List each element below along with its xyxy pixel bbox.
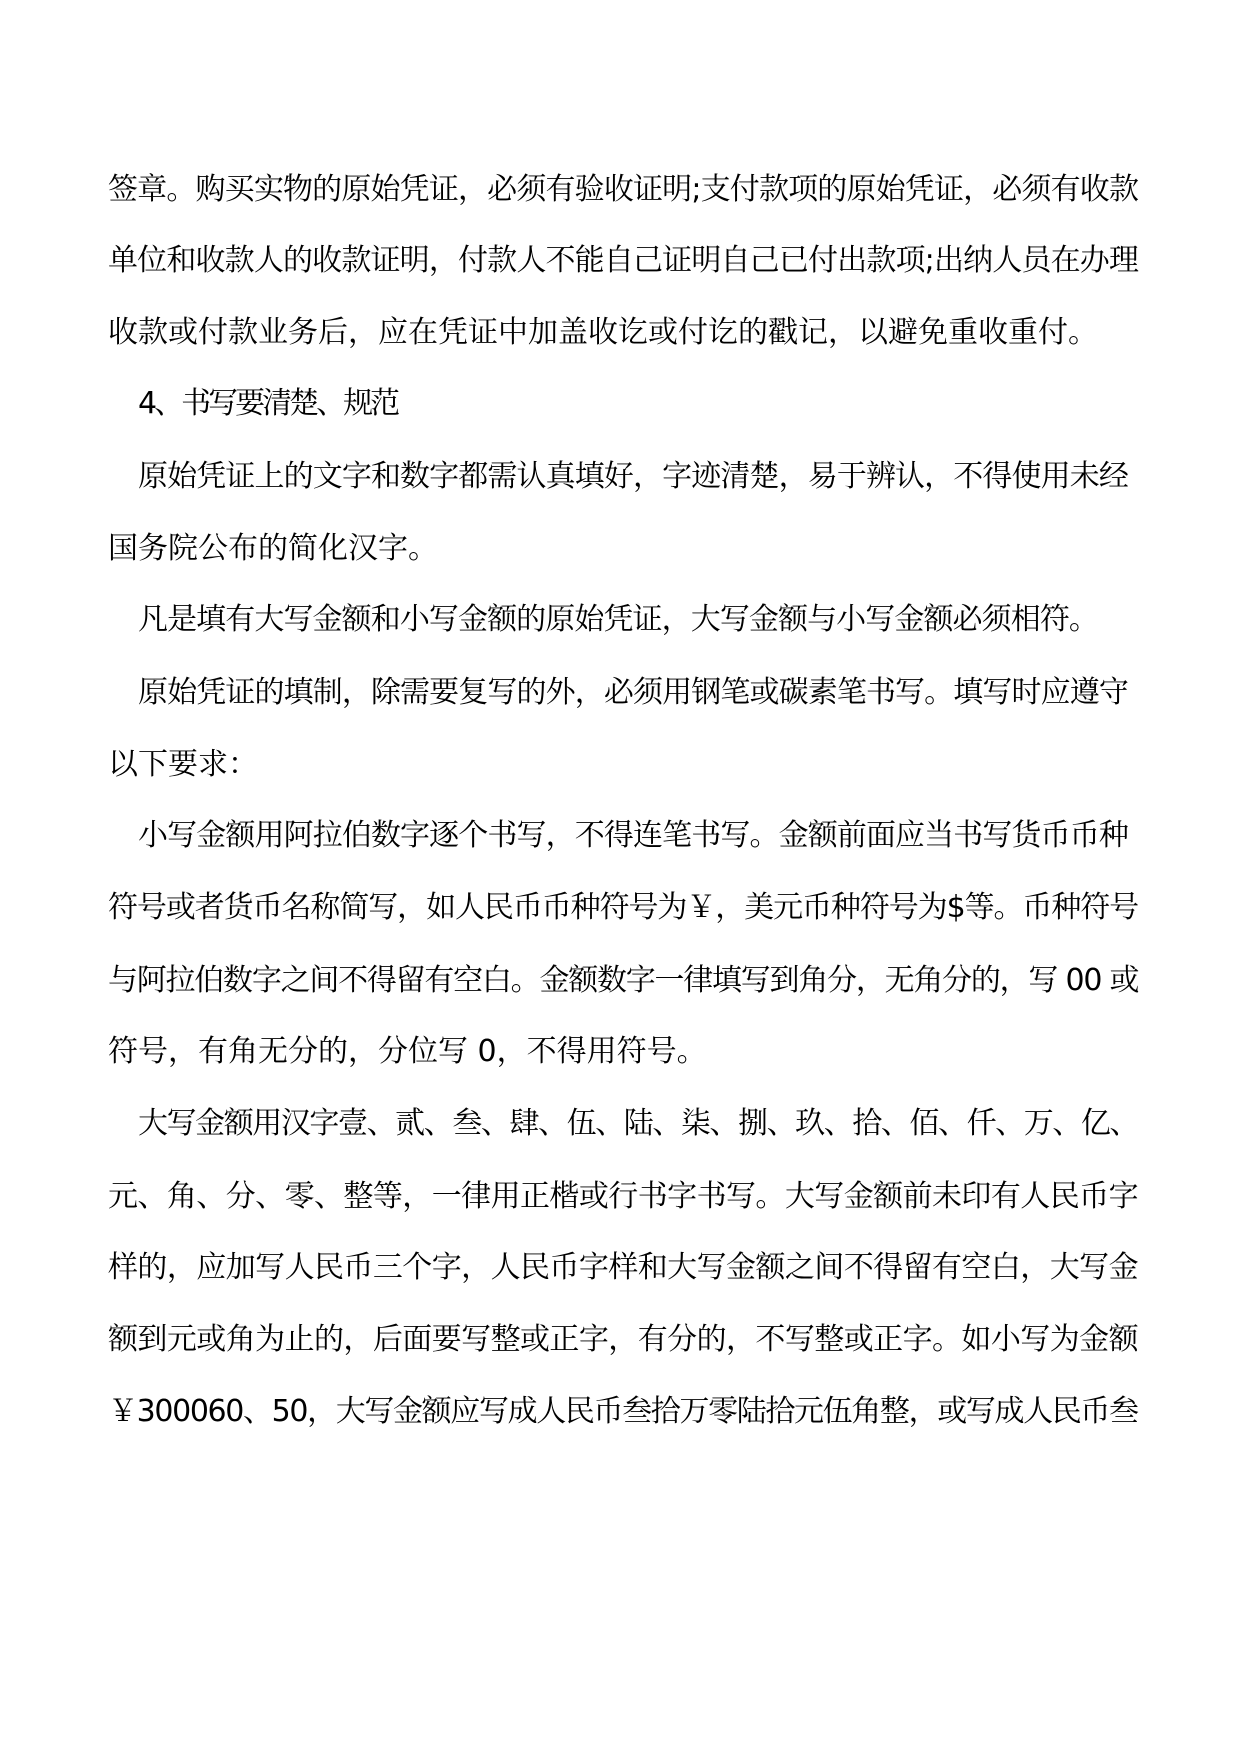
- text-line: 凡是填有大写金额和小写金额的原始凭证，大写金额与小写金额必须相符。: [138, 602, 1098, 637]
- text-line: 签章。购买实物的原始凭证，必须有验收证明;支付款项的原始凭证，必须有收款: [108, 172, 1139, 207]
- text-line: 以下要求：: [108, 747, 258, 782]
- text-line: 国务院公布的简化汉字。: [108, 531, 438, 566]
- text-line: 额到元或角为止的，后面要写整或正字，有分的，不写整或正字。如小写为金额: [108, 1322, 1138, 1357]
- text-line: 原始凭证的填制，除需要复写的外，必须用钢笔或碳素笔书写。填写时应遵守: [138, 675, 1128, 710]
- text-line: 大写金额用汉字壹、贰、叁、肆、伍、陆、柒、捌、玖、拾、佰、仟、万、亿、: [138, 1106, 1138, 1141]
- text-line: 与阿拉伯数字之间不得留有空白。金额数字一律填写到角分，无角分的，写 00 或: [108, 963, 1139, 998]
- text-line: 符号或者货币名称简写，如人民币币种符号为￥，美元币种符号为$等。币种符号: [108, 890, 1139, 925]
- text-line: 元、角、分、零、整等，一律用正楷或行书字书写。大写金额前未印有人民币字: [108, 1179, 1138, 1214]
- text-line: ￥300060、50，大写金额应写成人民币叁拾万零陆拾元伍角整，或写成人民币叁: [108, 1394, 1138, 1429]
- section-heading: 4、书写要清楚、规范: [138, 386, 398, 421]
- text-line: 小写金额用阿拉伯数字逐个书写，不得连笔书写。金额前面应当书写货币币种: [138, 818, 1128, 853]
- text-line: 样的，应加写人民币三个字，人民币字样和大写金额之间不得留有空白，大写金: [108, 1250, 1138, 1285]
- text-line: 收款或付款业务后，应在凭证中加盖收讫或付讫的戳记，以避免重收重付。: [108, 315, 1098, 350]
- text-line: 原始凭证上的文字和数字都需认真填好，字迹清楚，易于辨认，不得使用未经: [138, 459, 1128, 494]
- text-line: 符号，有角无分的，分位写 0，不得用符号。: [108, 1034, 707, 1069]
- text-line: 单位和收款人的收款证明，付款人不能自己证明自己已付出款项;出纳人员在办理: [108, 243, 1139, 278]
